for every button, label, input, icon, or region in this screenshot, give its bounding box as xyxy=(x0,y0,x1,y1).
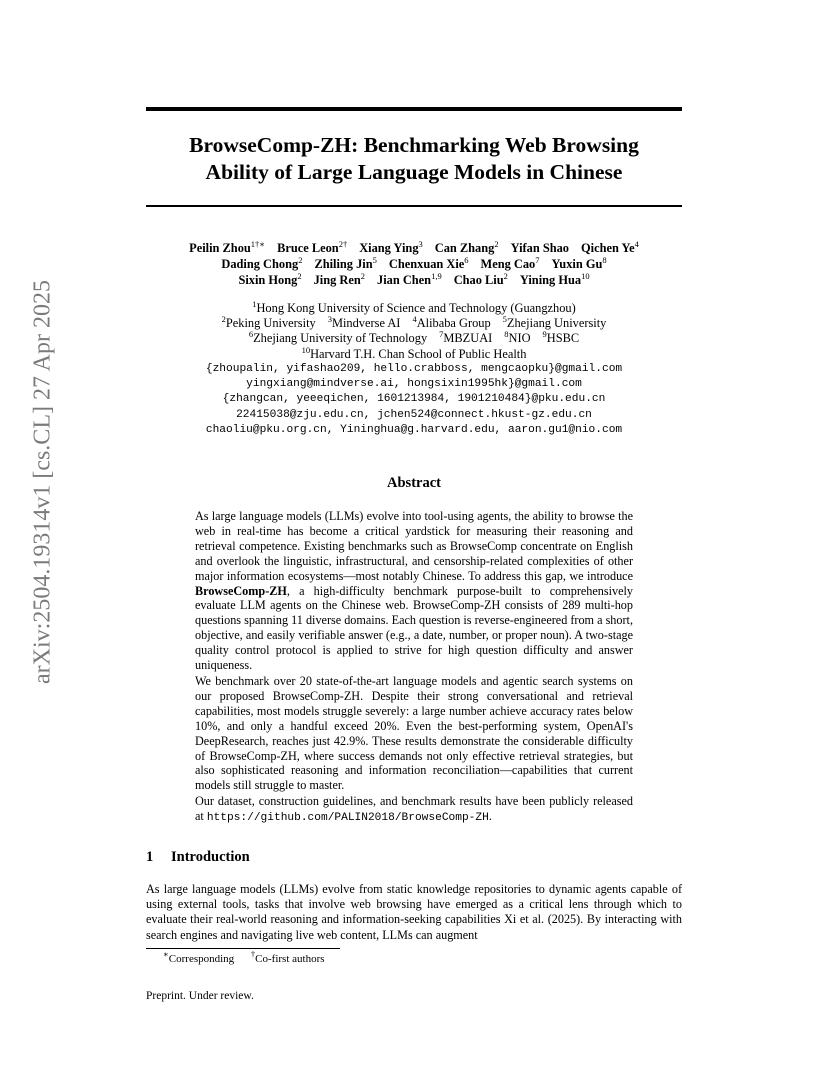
author-name: Bruce Leon$^{2\dagger}$ xyxy=(277,239,348,255)
affiliation: $^6$Zhejiang University of Technology xyxy=(248,329,428,346)
author-affiliation-mark: 4 xyxy=(634,239,639,249)
email-line: {zhoupalin, yifashao209, hello.crabboss, mengcaopku}@gmail.com xyxy=(205,363,623,375)
benchmark-name: BrowseComp-ZH xyxy=(195,583,287,598)
author-name: Meng Cao$^7$ xyxy=(480,254,540,271)
author-name: Dading Chong$^2$ xyxy=(221,254,303,271)
author-row xyxy=(110,241,718,257)
author-affiliation-mark: 2 xyxy=(494,239,499,249)
author-name: Jian Chen$^{1,9}$ xyxy=(377,270,442,287)
affiliation-row xyxy=(146,331,682,346)
affiliation-mark: 5 xyxy=(502,314,507,325)
title-bottom-rule xyxy=(146,205,682,207)
preprint-footer: Preprint. Under review. xyxy=(146,990,254,1002)
author-affiliation-mark: 2 xyxy=(503,270,508,281)
email-line: chaoliu@pku.org.cn, Yininghua@g.harvard.edu, aaron.gu1@nio.com xyxy=(205,423,623,436)
author-row xyxy=(110,254,718,273)
affiliation-mark: 1 xyxy=(252,299,257,309)
affiliation: $^9$HSBC xyxy=(542,329,580,346)
introduction-paragraph: As large language models (LLMs) evolve from static knowledge repositories to dynamic agents capable of using external tools, tasks that involve web browsing have emerged as a critical lens through which to evaluate their real-world reasoning and information-seeking capabilities Xi et al. (2025). By interacting with search engines and navigating live web content, LLMs can augment xyxy=(146,882,682,942)
author-name: Yining Hua$^{10}$ xyxy=(519,270,590,287)
footnote-text: Corresponding xyxy=(168,953,235,965)
abstract-text: Our dataset, construction guidelines, and benchmark results have been publicly released at xyxy=(195,794,633,824)
author-affiliation-mark: 7 xyxy=(535,254,540,265)
author-name: Qichen Ye$^4$ xyxy=(581,239,639,255)
footnote-mark: ∗ xyxy=(163,949,169,959)
title-line: Ability of Large Language Models in Chinese xyxy=(205,160,623,184)
author-affiliation-mark: 3 xyxy=(418,239,423,249)
paper-title xyxy=(146,132,682,186)
author-affiliation-mark: 10 xyxy=(581,270,590,281)
affiliation-mark: 6 xyxy=(248,329,254,340)
arxiv-sidebar-stamp: arXiv:2504.19314v1 [cs.CL] 27 Apr 2025 xyxy=(29,280,56,684)
affiliation: $^3$Mindverse AI xyxy=(327,314,401,331)
abstract-text: . xyxy=(488,809,492,824)
footnote-mark: † xyxy=(250,949,256,959)
author-name: Chenxuan Xie$^6$ xyxy=(388,254,469,271)
footnote-rule xyxy=(146,948,340,949)
email-line: {zhangcan, yeeeqichen, 1601213984, 1901210484}@pku.edu.cn xyxy=(222,393,606,406)
affiliation: $^4$Alibaba Group xyxy=(412,314,491,331)
author-affiliation-mark: 2 xyxy=(360,270,365,281)
author-name: Peilin Zhou$^{1\dagger∗}$ xyxy=(189,239,266,255)
author-affiliation-mark: 2† xyxy=(338,239,348,249)
affiliation-row xyxy=(146,316,682,331)
abstract-body xyxy=(195,509,633,827)
author-affiliation-mark: 1†∗ xyxy=(250,239,266,249)
author-name: Xiang Ying$^3$ xyxy=(359,239,423,255)
author-name: Yifan Shao xyxy=(510,241,570,255)
author-name: Zhiling Jin$^5$ xyxy=(314,254,377,271)
affiliation: $^8$NIO xyxy=(504,329,531,346)
section-number: 1 xyxy=(146,849,154,865)
footnotes xyxy=(163,949,339,965)
affiliation-mark: 4 xyxy=(412,314,417,325)
author-name: Yuxin Gu$^8$ xyxy=(551,254,607,271)
author-name: Jing Ren$^2$ xyxy=(313,270,365,287)
affiliation-mark: 10 xyxy=(301,344,311,355)
footnote-text: Co-first authors xyxy=(255,953,325,965)
affiliation-mark: 8 xyxy=(504,329,509,340)
title-line: BrowseComp-ZH: Benchmarking Web Browsing xyxy=(189,133,639,157)
author-row xyxy=(110,270,718,289)
section-heading-introduction xyxy=(146,849,250,866)
author-affiliation-mark: 1,9 xyxy=(431,270,442,281)
abstract-paragraph xyxy=(195,794,633,826)
github-link[interactable]: https://github.com/PALIN2018/BrowseComp-ZH xyxy=(206,812,489,825)
affiliation-mark: 7 xyxy=(439,329,444,340)
author-affiliation-mark: 2 xyxy=(297,270,302,281)
author-affiliation-mark: 2 xyxy=(298,254,303,265)
affiliation: $^2$Peking University xyxy=(221,314,316,331)
affiliation: $^1$Hong Kong University of Science and Technology (Guangzhou) xyxy=(252,299,576,315)
author-affiliation-mark: 6 xyxy=(464,254,469,265)
author-affiliation-mark: 8 xyxy=(602,254,607,265)
affiliation: $^7$MBZUAI xyxy=(439,329,493,346)
email-list xyxy=(146,362,682,438)
affiliation-mark: 3 xyxy=(327,314,332,325)
section-title: Introduction xyxy=(171,849,250,865)
abstract-text: , a high-difficulty benchmark purpose-built to comprehensively evaluate LLM agents on the Chinese web. BrowseComp-ZH consists of 289 multi-hop questions spanning 11 diverse domains. Each question is reverse-engineered from a short, objective, and easily verifiable answer (e.g., a date, number, or proper noun). A two-stage quality control protocol is applied to strive for high question difficulty and answer uniqueness. xyxy=(195,583,633,673)
affiliation: $^{10}$Harvard T.H. Chan School of Public Health xyxy=(301,344,527,361)
abstract-text: As large language models (LLMs) evolve into tool-using agents, the ability to browse the web in real-time has become a critical yardstick for measuring their reasoning and retrieval competence. Existing benchmarks such as BrowseComp concentrate on English and overlook the linguistic, infrastructural, and censorship-related complexities of other major information ecosystems—most notably Chinese. To address this gap, we introduce xyxy=(195,509,633,583)
abstract-paragraph: We benchmark over 20 state-of-the-art language models and agentic search systems on our proposed BrowseComp-ZH. Despite their strong conversational and retrieval capabilities, most models struggle severely: a large number achieve accuracy rates below 10%, and only a handful exceed 20%. Even the best-performing system, OpenAI's DeepResearch, reaches just 42.9%. These results demonstrate the considerable difficulty of BrowseComp-ZH, where success demands not only effective retrieval strategies, but also sophisticated reasoning and information reconciliation—capabilities that current models still struggle to master. xyxy=(195,673,633,793)
author-name: Can Zhang$^2$ xyxy=(434,239,499,255)
author-name: Sixin Hong$^2$ xyxy=(238,270,302,287)
abstract-paragraph xyxy=(195,509,633,673)
affiliation-mark: 9 xyxy=(542,329,547,340)
email-line: yingxiang@mindverse.ai, hongsixin1995hk}@gmail.com xyxy=(246,378,582,391)
abstract-heading: Abstract xyxy=(387,475,441,491)
affiliation-mark: 2 xyxy=(221,314,226,325)
affiliation-list xyxy=(146,301,682,362)
email-line: 22415038@zju.edu.cn, jchen524@connect.hkust-gz.edu.cn xyxy=(236,408,592,421)
author-list xyxy=(110,241,718,288)
title-top-rule xyxy=(146,107,682,111)
author-affiliation-mark: 5 xyxy=(372,254,377,265)
author-name: Chao Liu$^2$ xyxy=(453,270,508,287)
footnote-cofirst xyxy=(250,949,325,965)
footnote-corresponding xyxy=(163,949,235,965)
affiliation: $^5$Zhejiang University xyxy=(502,314,607,331)
affiliation-row xyxy=(146,344,682,362)
